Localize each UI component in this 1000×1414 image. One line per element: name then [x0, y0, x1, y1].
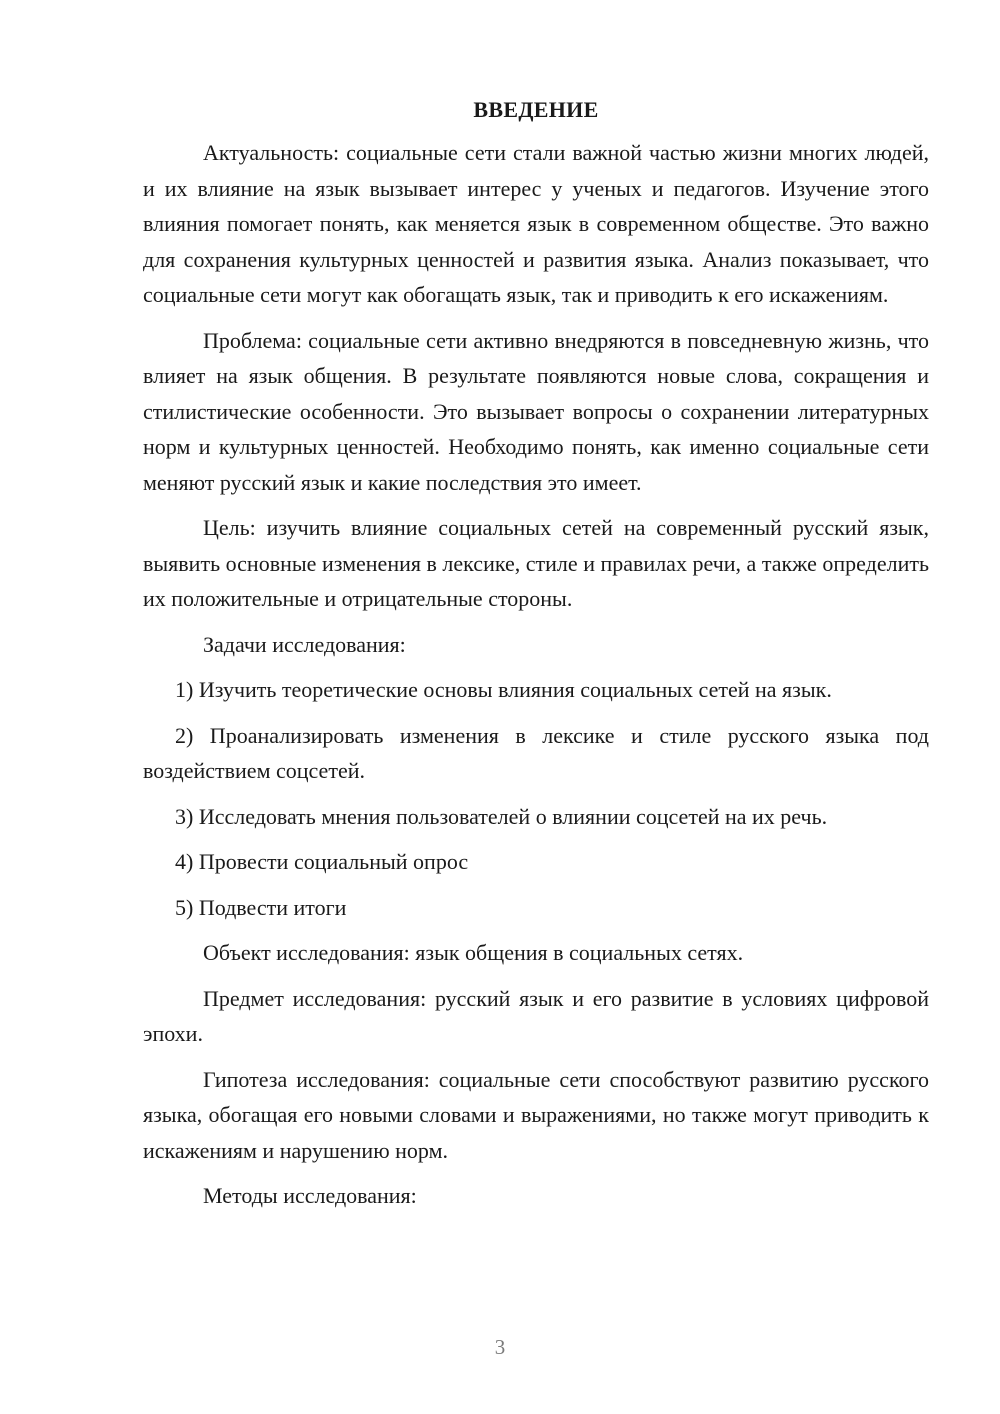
methods-heading: Методы исследования:: [203, 1183, 417, 1208]
page-number: 3: [494, 1335, 506, 1359]
task-item-5: 5) Подвести итоги: [175, 894, 347, 920]
page-title: ВВЕДЕНИЕ: [473, 97, 599, 122]
subject-paragraph: Предмет исследования: русский язык и его развитие в условиях цифровой эпохи.: [143, 985, 929, 1046]
task-item-1: 1) Изучить теоретические основы влияния социальных сетей на язык.: [175, 677, 832, 702]
hypothesis-paragraph: Гипотеза исследования: социальные сети способствуют развитию русского языка, обогащая его новыми словами и выражениями, но также могут приводить к искажениям и нарушению норм.: [143, 1066, 929, 1163]
tasks-heading: Задачи исследования:: [203, 631, 406, 657]
problem-paragraph: Проблема: социальные сети активно внедряются в повседневную жизнь, что влияет на язык общения. В результате появляются новые слова, сокращения и стилистические особенности. Это вызывает вопросы о сохранении литературных норм и культурных ценностей. Необходимо понять, как именно социальные сети меняют русский язык и какие последствия это имеет.: [143, 327, 929, 495]
task-item-3: 3) Исследовать мнения пользователей о влиянии соцсетей на их речь.: [175, 803, 828, 829]
document-page: [143, 93, 929, 1224]
task-item-2: 2) Проанализировать изменения в лексике и стиле русского языка под воздействием соцсетей.: [143, 722, 929, 783]
goal-paragraph: Цель: изучить влияние социальных сетей на современный русский язык, выявить основные изменения в лексике, стиле и правилах речи, а также определить их положительные и отрицательные стороны.: [143, 515, 929, 611]
object-paragraph: Объект исследования: язык общения в социальных сетях.: [203, 940, 744, 965]
task-item-4: 4) Провести социальный опрос: [175, 849, 469, 874]
relevance-paragraph: Актуальность: социальные сети стали важной частью жизни многих людей, и их влияние на язык вызывает интерес у ученых и педагогов. Изучение этого влияния помогает понять, как меняется язык в современном обществе. Это важно для сохранения культурных ценностей и развития языка. Анализ показывает, что социальные сети могут как обогащать язык, так и приводить к его искажениям.: [143, 140, 929, 307]
